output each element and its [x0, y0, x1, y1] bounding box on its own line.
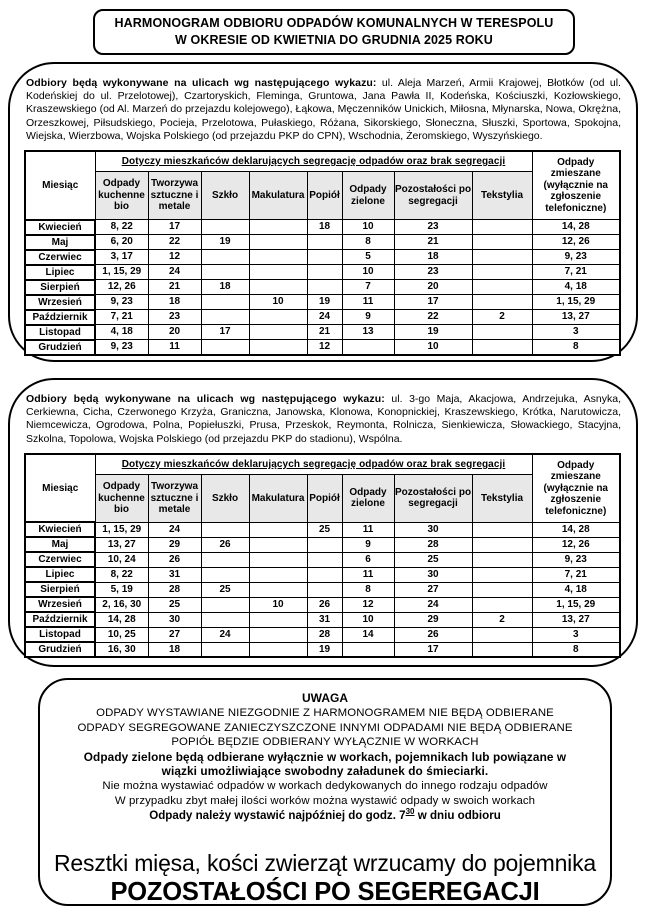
collection-dates-cell: [472, 597, 532, 612]
collection-dates-cell: [201, 552, 249, 567]
district-1-section: [8, 62, 638, 362]
mixed-waste-dates-cell: 7, 21: [532, 567, 620, 582]
notice-line: Nie można wystawiać odpadów w workach dedykowanych do innego rodzaju odpadów: [102, 779, 548, 792]
deadline-superscript: 30: [405, 807, 415, 817]
waste-type-column-header: Tworzywa sztuczne i metale: [148, 474, 201, 522]
mixed-waste-dates-cell: 8: [532, 642, 620, 657]
notice-line: Odpady zielone będą odbierane wyłącznie w workach, pojemnikach lub powiązane w wiązki umożliwiające swobodny załadunek do śmieciarki.: [83, 749, 567, 779]
collection-dates-cell: [307, 250, 342, 265]
schedule-row: [25, 220, 620, 235]
collection-dates-cell: 21: [148, 280, 201, 295]
month-cell: Kwiecień: [25, 220, 95, 235]
collection-dates-cell: [472, 522, 532, 537]
mixed-waste-dates-cell: 1, 15, 29: [532, 295, 620, 310]
collection-dates-cell: 18: [201, 280, 249, 295]
street-list-text: ul. Aleja Marzeń, Armii Krajowej, Błotków (od ul. Kodeńskiej do ul. Przelotowej), Czartoryskich, Fleminga, Gruntowa, Jana Pawła II, Kodeńska, Kościuszki, Kozłowskiego, Kraszewskiego (od Al. Marzeń do przejazdu kolejowego), Łąkowa, Męczenników Unickich, Miłosna, Młynarska, Nowa, Okrężna, Orzeszkowej, Piłsudskiego, Pocieja, Przelotowa, Pułaskiego, Różana, Sikorskiego, Słoneczna, Słuszki, Sportowa, Spokojna, Wiejska, Wierzbowa, Wojska Polskiego (od przejazdu PKP do CPN), Wschodnia, Żeromskiego, Wyszyńskiego.: [26, 77, 621, 142]
meat-scraps-instruction: Resztki mięsa, kości zwierząt wrzucamy do pojemnika: [54, 850, 596, 877]
schedule-row: [25, 325, 620, 340]
collection-dates-cell: 11: [342, 522, 394, 537]
collection-dates-cell: [472, 265, 532, 280]
schedule-row: [25, 340, 620, 355]
collection-dates-cell: 10: [342, 612, 394, 627]
month-column-header: Miesiąc: [25, 454, 95, 523]
collection-dates-cell: 22: [148, 235, 201, 250]
collection-dates-cell: [249, 325, 307, 340]
collection-dates-cell: 3, 17: [95, 250, 148, 265]
intro-lead-text: Odbiory będą wykonywane na ulicach wg następującego wykazu:: [26, 77, 377, 89]
collection-dates-cell: 26: [307, 597, 342, 612]
collection-dates-cell: 27: [394, 582, 472, 597]
collection-dates-cell: 17: [394, 642, 472, 657]
collection-dates-cell: [472, 552, 532, 567]
collection-dates-cell: 10: [249, 597, 307, 612]
schedule-row: [25, 627, 620, 642]
month-cell: Sierpień: [25, 582, 95, 597]
residual-waste-emphasis: POZOSTAŁOŚCI PO SEGEREGACJI: [110, 878, 540, 907]
collection-dates-cell: 5, 19: [95, 582, 148, 597]
collection-dates-cell: [307, 582, 342, 597]
mixed-waste-dates-cell: 4, 18: [532, 280, 620, 295]
schedule-table-district-2: [24, 453, 621, 659]
mixed-waste-dates-cell: 9, 23: [532, 552, 620, 567]
collection-dates-cell: 5: [342, 250, 394, 265]
document-title-box: [93, 9, 575, 55]
collection-dates-cell: 17: [394, 295, 472, 310]
month-cell: Lipiec: [25, 265, 95, 280]
collection-dates-cell: 24: [148, 522, 201, 537]
document-title-line-1: HARMONOGRAM ODBIORU ODPADÓW KOMUNALNYCH W TERESPOLU: [114, 16, 554, 30]
collection-dates-cell: 24: [201, 627, 249, 642]
schedule-row: [25, 537, 620, 552]
collection-dates-cell: [249, 340, 307, 355]
collection-dates-cell: [249, 612, 307, 627]
waste-type-column-header: Popiół: [307, 474, 342, 522]
collection-dates-cell: 19: [307, 642, 342, 657]
schedule-row: [25, 552, 620, 567]
collection-dates-cell: 10, 25: [95, 627, 148, 642]
district-2-street-list: [26, 393, 621, 446]
collection-dates-cell: [307, 265, 342, 280]
collection-dates-cell: 27: [148, 627, 201, 642]
mixed-waste-dates-cell: 9, 23: [532, 250, 620, 265]
street-list-text: ul. 3-go Maja, Akacjowa, Andrzejuka, Asnyka, Cerkiewna, Cicha, Czerwonego Krzyża, Graniczna, Janowska, Klonowa, Konopnickiej, Kraszewskiego, Krótka, Narutowicza, Niemcewicza, Ogrodowa, Polna, Popiełuszki, Prusa, Przeskok, Reymonta, Rolnicza, Sienkiewicza, Słowackiego, Stacyjna, Szkolna, Topolowa, Wojska Polskiego (od przejazdu PKP do stadionu), Wspólna.: [26, 393, 621, 445]
waste-type-column-header: Popiół: [307, 172, 342, 220]
collection-dates-cell: 10: [342, 220, 394, 235]
document-title-line-2: W OKRESIE OD KWIETNIA DO GRUDNIA 2025 ROKU: [175, 33, 493, 47]
collection-dates-cell: 21: [394, 235, 472, 250]
collection-dates-cell: [249, 280, 307, 295]
collection-dates-cell: 30: [148, 612, 201, 627]
collection-dates-cell: [249, 582, 307, 597]
collection-dates-cell: 30: [394, 567, 472, 582]
collection-dates-cell: [249, 265, 307, 280]
collection-dates-cell: [342, 642, 394, 657]
month-cell: Maj: [25, 235, 95, 250]
collection-dates-cell: [342, 340, 394, 355]
collection-dates-cell: 24: [307, 310, 342, 325]
collection-dates-cell: 9: [342, 310, 394, 325]
collection-dates-cell: [201, 522, 249, 537]
collection-dates-cell: 2: [472, 310, 532, 325]
collection-dates-cell: 10: [249, 295, 307, 310]
collection-dates-cell: [249, 567, 307, 582]
collection-dates-cell: 23: [394, 220, 472, 235]
collection-dates-cell: 19: [307, 295, 342, 310]
collection-dates-cell: [307, 567, 342, 582]
intro-lead-text: Odbiory będą wykonywane na ulicach wg następującego wykazu:: [26, 393, 385, 405]
collection-dates-cell: [249, 220, 307, 235]
notice-line: ODPADY WYSTAWIANE NIEZGODNIE Z HARMONOGRAMEM NIE BĘDĄ ODBIERANE: [96, 707, 554, 719]
schedule-row: [25, 265, 620, 280]
collection-dates-cell: [201, 265, 249, 280]
collection-dates-cell: [472, 537, 532, 552]
collection-dates-cell: [307, 537, 342, 552]
schedule-row: [25, 612, 620, 627]
month-column-header: Miesiąc: [25, 151, 95, 220]
collection-dates-cell: 29: [394, 612, 472, 627]
schedule-row: [25, 250, 620, 265]
mixed-waste-dates-cell: 14, 28: [532, 522, 620, 537]
month-cell: Czerwiec: [25, 552, 95, 567]
segregation-group-header-text: Dotyczy mieszkańców deklarujących segregację odpadów oraz brak segregacji: [121, 458, 506, 470]
schedule-row: [25, 642, 620, 657]
collection-dates-cell: 9, 23: [95, 295, 148, 310]
waste-type-column-header: Pozostałości po segregacji: [394, 172, 472, 220]
collection-dates-cell: 1, 15, 29: [95, 265, 148, 280]
segregation-group-header: [95, 151, 532, 172]
month-cell: Październik: [25, 310, 95, 325]
collection-dates-cell: 25: [394, 552, 472, 567]
collection-dates-cell: 28: [394, 537, 472, 552]
mixed-waste-dates-cell: 1, 15, 29: [532, 597, 620, 612]
collection-dates-cell: 12: [148, 250, 201, 265]
waste-type-column-header: Odpady zielone: [342, 474, 394, 522]
notice-lines: [40, 706, 610, 808]
collection-dates-cell: [201, 250, 249, 265]
waste-type-column-header: Pozostałości po segregacji: [394, 474, 472, 522]
collection-dates-cell: 1, 15, 29: [95, 522, 148, 537]
schedule-row: [25, 522, 620, 537]
collection-dates-cell: 6, 20: [95, 235, 148, 250]
notice-line: POPIÓŁ BĘDZIE ODBIERANY WYŁĄCZNIE W WORKACH: [171, 736, 479, 749]
waste-type-column-header: Makulatura: [249, 474, 307, 522]
waste-type-column-header: Tekstylia: [472, 474, 532, 522]
collection-dates-cell: [472, 642, 532, 657]
collection-dates-cell: [201, 597, 249, 612]
collection-dates-cell: 28: [307, 627, 342, 642]
collection-dates-cell: 31: [148, 567, 201, 582]
waste-type-column-header: Odpady zielone: [342, 172, 394, 220]
collection-dates-cell: [201, 310, 249, 325]
mixed-waste-dates-cell: 14, 28: [532, 220, 620, 235]
month-cell: Czerwiec: [25, 250, 95, 265]
deadline-prefix: Odpady należy wystawić najpóźniej do godz. 7: [149, 809, 406, 823]
collection-dates-cell: 13, 27: [95, 537, 148, 552]
notice-line: ODPADY SEGREGOWANE ZANIECZYSZCZONE INNYMI ODPADAMI NIE BĘDĄ ODBIERANE: [77, 721, 573, 734]
collection-dates-cell: 13: [342, 325, 394, 340]
month-cell: Listopad: [25, 627, 95, 642]
collection-dates-cell: [201, 612, 249, 627]
collection-dates-cell: 31: [307, 612, 342, 627]
collection-dates-cell: [249, 627, 307, 642]
notice-heading: UWAGA: [302, 691, 348, 705]
schedule-table-district-1: [24, 150, 621, 356]
deadline-line: [40, 808, 610, 823]
collection-dates-cell: [249, 310, 307, 325]
waste-type-column-header: Tekstylia: [472, 172, 532, 220]
collection-dates-cell: 18: [148, 642, 201, 657]
collection-dates-cell: 11: [342, 567, 394, 582]
collection-dates-cell: [249, 552, 307, 567]
collection-dates-cell: [472, 280, 532, 295]
collection-dates-cell: 12: [307, 340, 342, 355]
notice-line: W przypadku zbyt małej ilości worków można wystawić odpady w swoich workach: [114, 794, 536, 807]
collection-dates-cell: 12, 26: [95, 280, 148, 295]
waste-type-column-header: Odpady kuchenne bio: [95, 474, 148, 522]
collection-dates-cell: 8: [342, 582, 394, 597]
collection-dates-cell: [472, 220, 532, 235]
collection-dates-cell: [201, 340, 249, 355]
collection-dates-cell: 18: [148, 295, 201, 310]
schedule-row: [25, 295, 620, 310]
collection-dates-cell: 22: [394, 310, 472, 325]
collection-dates-cell: 11: [342, 295, 394, 310]
collection-dates-cell: 25: [201, 582, 249, 597]
collection-dates-cell: 24: [148, 265, 201, 280]
collection-dates-cell: 14, 28: [95, 612, 148, 627]
collection-dates-cell: [472, 250, 532, 265]
schedule-row: [25, 235, 620, 250]
collection-dates-cell: [249, 235, 307, 250]
collection-dates-cell: 8: [342, 235, 394, 250]
collection-dates-cell: 17: [148, 220, 201, 235]
collection-dates-cell: 9, 23: [95, 340, 148, 355]
schedule-row: [25, 567, 620, 582]
collection-dates-cell: 28: [148, 582, 201, 597]
collection-dates-cell: [201, 642, 249, 657]
collection-dates-cell: 20: [394, 280, 472, 295]
schedule-row: [25, 582, 620, 597]
collection-dates-cell: 18: [307, 220, 342, 235]
schedule-row: [25, 280, 620, 295]
collection-dates-cell: [249, 522, 307, 537]
collection-dates-cell: 17: [201, 325, 249, 340]
collection-dates-cell: [472, 295, 532, 310]
collection-dates-cell: [249, 537, 307, 552]
collection-dates-cell: [472, 325, 532, 340]
mixed-waste-dates-cell: 8: [532, 340, 620, 355]
collection-dates-cell: 20: [148, 325, 201, 340]
collection-dates-cell: 10, 24: [95, 552, 148, 567]
collection-dates-cell: 4, 18: [95, 325, 148, 340]
mixed-waste-column-header: Odpady zmieszane (wyłącznie na zgłoszenie telefoniczne): [532, 151, 620, 220]
waste-type-column-header: Makulatura: [249, 172, 307, 220]
collection-dates-cell: 2: [472, 612, 532, 627]
collection-dates-cell: [249, 250, 307, 265]
waste-type-column-header: Szkło: [201, 172, 249, 220]
collection-dates-cell: 19: [201, 235, 249, 250]
collection-dates-cell: 6: [342, 552, 394, 567]
collection-dates-cell: 14: [342, 627, 394, 642]
district-2-section: [8, 378, 638, 667]
month-cell: Kwiecień: [25, 522, 95, 537]
collection-dates-cell: 2, 16, 30: [95, 597, 148, 612]
collection-dates-cell: 25: [307, 522, 342, 537]
month-cell: Listopad: [25, 325, 95, 340]
collection-dates-cell: 24: [394, 597, 472, 612]
district-1-street-list: [26, 77, 621, 143]
collection-dates-cell: [472, 567, 532, 582]
month-cell: Październik: [25, 612, 95, 627]
collection-dates-cell: 30: [394, 522, 472, 537]
month-cell: Wrzesień: [25, 295, 95, 310]
schedule-row: [25, 310, 620, 325]
mixed-waste-dates-cell: 4, 18: [532, 582, 620, 597]
mixed-waste-dates-cell: 12, 26: [532, 537, 620, 552]
mixed-waste-column-header: Odpady zmieszane (wyłącznie na zgłoszenie telefoniczne): [532, 454, 620, 523]
month-cell: Grudzień: [25, 340, 95, 355]
collection-dates-cell: [472, 627, 532, 642]
collection-dates-cell: 18: [394, 250, 472, 265]
collection-dates-cell: [201, 220, 249, 235]
collection-dates-cell: 23: [394, 265, 472, 280]
month-cell: Lipiec: [25, 567, 95, 582]
mixed-waste-dates-cell: 13, 27: [532, 612, 620, 627]
collection-dates-cell: [307, 235, 342, 250]
notice-box: [38, 678, 612, 906]
mixed-waste-dates-cell: 3: [532, 325, 620, 340]
month-cell: Sierpień: [25, 280, 95, 295]
collection-dates-cell: [201, 295, 249, 310]
collection-dates-cell: 12: [342, 597, 394, 612]
collection-dates-cell: 29: [148, 537, 201, 552]
collection-dates-cell: 26: [201, 537, 249, 552]
collection-dates-cell: [201, 567, 249, 582]
collection-dates-cell: 26: [148, 552, 201, 567]
collection-dates-cell: [472, 340, 532, 355]
month-cell: Maj: [25, 537, 95, 552]
mixed-waste-dates-cell: 3: [532, 627, 620, 642]
collection-dates-cell: 7, 21: [95, 310, 148, 325]
collection-dates-cell: 10: [342, 265, 394, 280]
mixed-waste-dates-cell: 12, 26: [532, 235, 620, 250]
waste-type-column-header: Szkło: [201, 474, 249, 522]
deadline-suffix: w dniu odbioru: [414, 809, 501, 823]
collection-dates-cell: [472, 582, 532, 597]
waste-type-column-header: Tworzywa sztuczne i metale: [148, 172, 201, 220]
collection-dates-cell: 21: [307, 325, 342, 340]
collection-dates-cell: [307, 552, 342, 567]
collection-dates-cell: 8, 22: [95, 220, 148, 235]
segregation-group-header-text: Dotyczy mieszkańców deklarujących segregację odpadów oraz brak segregacji: [121, 156, 506, 168]
month-cell: Wrzesień: [25, 597, 95, 612]
month-cell: Grudzień: [25, 642, 95, 657]
mixed-waste-dates-cell: 13, 27: [532, 310, 620, 325]
collection-dates-cell: [249, 642, 307, 657]
collection-dates-cell: [472, 235, 532, 250]
collection-dates-cell: 19: [394, 325, 472, 340]
waste-type-column-header: Odpady kuchenne bio: [95, 172, 148, 220]
collection-dates-cell: 16, 30: [95, 642, 148, 657]
collection-dates-cell: 8, 22: [95, 567, 148, 582]
collection-dates-cell: 7: [342, 280, 394, 295]
collection-dates-cell: 9: [342, 537, 394, 552]
collection-dates-cell: 25: [148, 597, 201, 612]
collection-dates-cell: 11: [148, 340, 201, 355]
segregation-group-header: [95, 454, 532, 475]
collection-dates-cell: 26: [394, 627, 472, 642]
mixed-waste-dates-cell: 7, 21: [532, 265, 620, 280]
collection-dates-cell: 23: [148, 310, 201, 325]
collection-dates-cell: 10: [394, 340, 472, 355]
collection-dates-cell: [307, 280, 342, 295]
schedule-row: [25, 597, 620, 612]
